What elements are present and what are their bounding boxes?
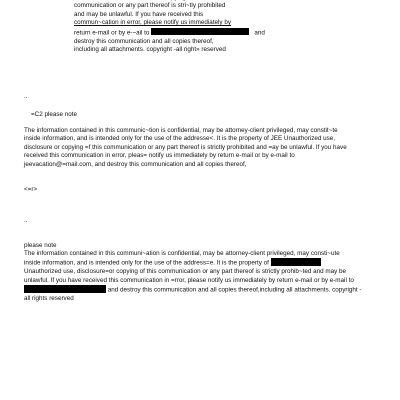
redaction-bar <box>24 285 106 293</box>
text-line: The information contained in this communi~ation is confidential, may be attorney-client privileged, may consti~ute <box>24 250 340 257</box>
note-heading: please note <box>24 242 57 249</box>
text-line: and may be unlawful. If you have received this <box>74 10 204 18</box>
text-line: unlawful. If you have received this communication in =rror, please notify us immediately by return e-mail or by e-mail to <box>24 276 354 284</box>
note-heading: =C2 please note <box>31 111 78 118</box>
text-line: all rights reserved <box>24 295 74 303</box>
text-line-with-redaction <box>74 28 265 38</box>
text-line: commun~cation in error, please notify us immediately by <box>74 19 231 27</box>
redaction-bar <box>271 258 321 266</box>
disclaimer-paragraph <box>24 250 362 303</box>
separator-marker: <=r> <box>24 186 38 193</box>
disclaimer-paragraph <box>24 127 347 169</box>
text-line: including all attachments. copyright -all right» reserved <box>74 45 226 53</box>
separator-marker: .. <box>24 217 28 224</box>
text-fragment: return e-mail or by e-~ail to <box>74 29 150 37</box>
text-line: communication or any part thereof is stri~tly prohibited <box>74 2 226 10</box>
disclaimer-fragment-top <box>74 0 265 54</box>
text-line: disclosure or copying =f this communication or any part thereof is strictly prohibited and =ay be unlawful. If you have <box>24 143 347 151</box>
text-fragment: and <box>254 29 265 37</box>
text-line: The information contained in this communic~tion is confidential, may be attorney-client privileged, may constit~te <box>24 127 338 134</box>
text-line: Unauthorized use, disclosure=or copying of this communication or any part thereof is strictly prohib~ted and may be <box>24 268 347 276</box>
text-line: jeevacation@=mail.com, and destroy this communication and all copies thereof, <box>24 160 247 168</box>
text-line: destroy this communication and all copies thereof, <box>74 37 214 45</box>
text-line: inside information, and is intended only for the use of the addresse<. It is the property of JEE Unauthorized use, <box>24 135 336 143</box>
redaction-bar <box>151 28 249 36</box>
text-line-with-redaction <box>24 285 362 295</box>
text-line: received this communication in error, pleas= notify us immediately by return e-mail or by e-mail to <box>24 152 295 160</box>
text-fragment: inside information, and is intended only for the use of the address=e. It is the property of <box>24 259 269 267</box>
text-line-with-redaction <box>24 258 362 268</box>
separator-marker: .. <box>24 93 28 100</box>
text-fragment: and destroy this communication and all copies thereof,including all attachments. copyright - <box>107 286 362 294</box>
